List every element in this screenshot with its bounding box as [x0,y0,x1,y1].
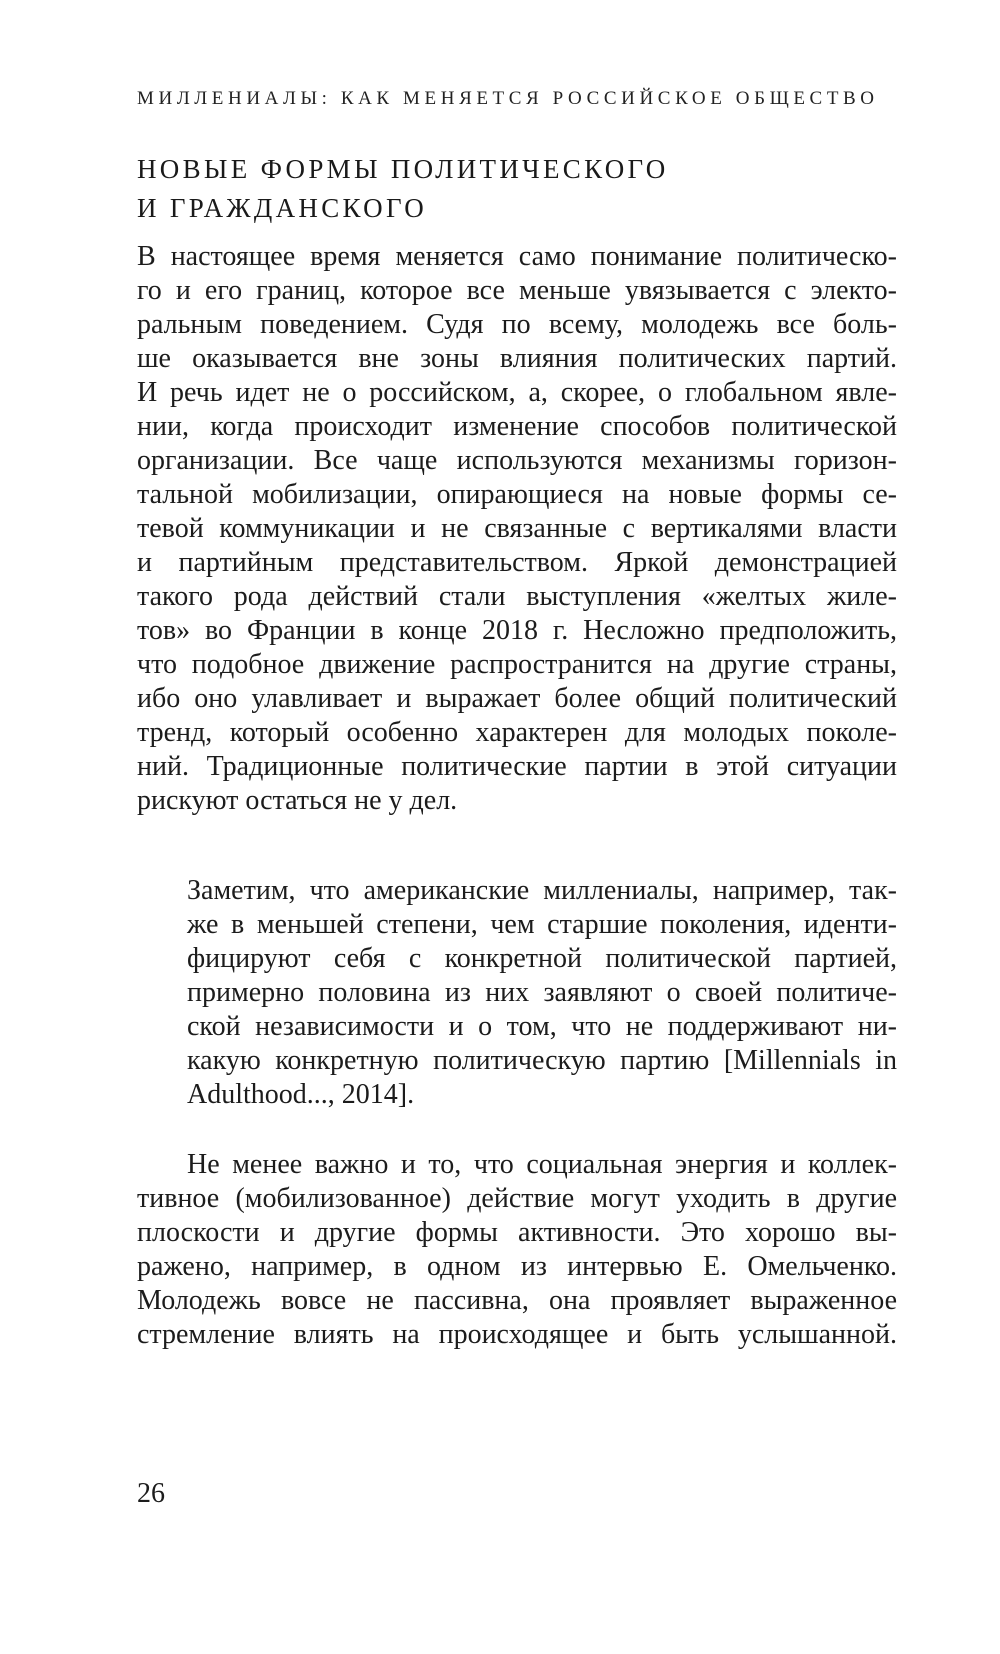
section-title-line: НОВЫЕ ФОРМЫ ПОЛИТИЧЕСКОГО [137,154,669,184]
text-line: ральным поведением. Судя по всему, молодежь все боль- [137,309,897,340]
text-line: тевой коммуникации и не связанные с вертикалями власти [137,513,897,544]
text-line: тивное (мобилизованное) действие могут уходить в другие [137,1183,897,1214]
quote-line: ской независимости и о том, что не поддерживают ни- [187,1011,897,1042]
text-line: организации. Все чаще используются механизмы горизон- [137,445,897,476]
text-line: тов» во Франции в конце 2018 г. Несложно предположить, [137,615,897,646]
text-line: ибо оно улавливает и выражает более общий политический [137,683,897,714]
text-line: такого рода действий стали выступления «желтых жиле- [137,581,897,612]
page-number: 26 [137,1478,165,1509]
text-line: Не менее важно и то, что социальная энергия и коллек- [187,1149,897,1180]
text-line: ше оказывается вне зоны влияния политических партий. [137,343,897,374]
text-line: нии, когда происходит изменение способов политической [137,411,897,442]
running-head: МИЛЛЕНИАЛЫ: КАК МЕНЯЕТСЯ РОССИЙСКОЕ ОБЩЕСТВО [137,88,879,109]
quote-line: примерно половина из них заявляют о своей политиче- [187,977,897,1008]
text-line: ражено, например, в одном из интервью Е. Омельченко. [137,1251,897,1282]
text-line: ний. Традиционные политические партии в этой ситуации [137,751,897,782]
quote-line: Заметим, что американские миллениалы, например, так- [187,875,897,906]
text-line: В настоящее время меняется само понимание политическо- [137,241,897,272]
paragraph-2 [137,1148,897,1352]
text-line: тренд, который особенно характерен для молодых поколе- [137,717,897,748]
section-title-line: И ГРАЖДАНСКОГО [137,193,428,223]
text-line: рискуют остаться не у дел. [137,785,458,816]
paragraph-1 [137,240,897,818]
section-title [137,150,897,228]
text-line: И речь идет не о российском, а, скорее, о глобальном явле- [137,377,897,408]
quote-line: Adulthood..., 2014]. [187,1079,415,1110]
text-line: и партийным представительством. Яркой демонстрацией [137,547,897,578]
block-quote [187,874,897,1112]
text-line: тальной мобилизации, опирающиеся на новые формы се- [137,479,897,510]
text-line: что подобное движение распространится на другие страны, [137,649,897,680]
text-line: го и его границ, которое все меньше увязывается с электо- [137,275,897,306]
text-line: стремление влиять на происходящее и быть услышанной. [137,1319,897,1350]
quote-line: же в меньшей степени, чем старшие поколения, иденти- [187,909,897,940]
quote-line: фицируют себя с конкретной политической партией, [187,943,897,974]
quote-line: какую конкретную политическую партию [Millennials in [187,1045,897,1076]
text-line: Молодежь вовсе не пассивна, она проявляет выраженное [137,1285,897,1316]
text-line: плоскости и другие формы активности. Это хорошо вы- [137,1217,897,1248]
